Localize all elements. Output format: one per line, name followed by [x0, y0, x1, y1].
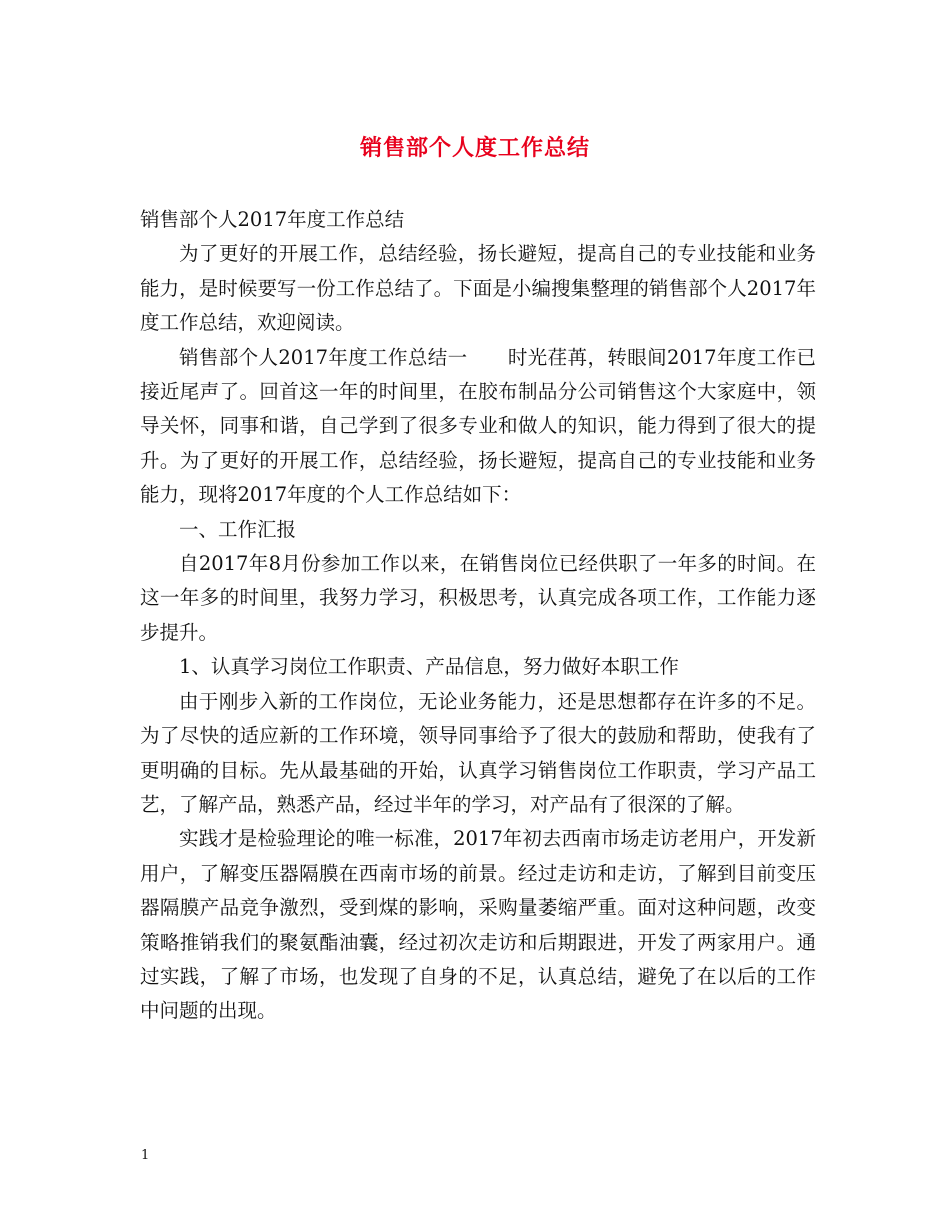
heading-study-duties: 1、认真学习岗位工作职责、产品信息，努力做好本职工作 [179, 655, 679, 679]
paragraph-study-duties: 由于刚步入新的工作岗位，无论业务能力，还是思想都存在许多的不足。为了尽快的适应新的工作环境，领导同事给予了很大的鼓励和帮助，使我有了更明确的目标。先从最基础的开始，认真学习销售岗位工作职责，学习产品工艺，了解产品，熟悉产品，经过半年的学习，对产品有了很深的了解。 [140, 689, 816, 816]
document-title: 销售部个人度工作总结 [359, 135, 590, 161]
document-subtitle: 销售部个人2017年度工作总结 [140, 208, 405, 231]
section-one-text: 时光荏苒，转眼间2017年度工作已接近尾声了。回首这一年的时间里，在胶布制品分公司销售这个大家庭中，领导关怀，同事和谐，自己学到了很多专业和做人的知识，能力得到了很大的提升。为了更好的开展工作，总结经验，扬长避短，提高自己的专业技能和业务能力，现将2017年度的个人工作总结如下： [140, 345, 816, 507]
paragraph-work-report: 自2017年8月份参加工作以来，在销售岗位已经供职了一年多的时间。在这一年多的时间里，我努力学习，积极思考，认真完成各项工作，工作能力逐步提升。 [140, 552, 816, 644]
heading-work-report: 一、工作汇报 [179, 517, 297, 541]
section-one-heading: 销售部个人2017年度工作总结一 [179, 345, 468, 369]
document-body [140, 203, 816, 1029]
paragraph-practice: 实践才是检验理论的唯一标准，2017年初去西南市场走访老用户，开发新用户，了解变压器隔膜在西南市场的前景。经过走访和走访，了解到目前变压器隔膜产品竞争激烈，受到煤的影响，采购量萎缩严重。面对这种问题，改变策略推销我们的聚氨酯油囊，经过初次走访和后期跟进，开发了两家用户。通过实践，了解了市场，也发现了自身的不足，认真总结，避免了在以后的工作中问题的出现。 [140, 827, 816, 1023]
page-number: 1 [141, 1148, 150, 1163]
paragraph-section-one [140, 341, 816, 513]
paragraph-intro: 为了更好的开展工作，总结经验，扬长避短，提高自己的专业技能和业务能力，是时候要写一份工作总结了。下面是小编搜集整理的销售部个人2017年度工作总结，欢迎阅读。 [140, 242, 816, 335]
